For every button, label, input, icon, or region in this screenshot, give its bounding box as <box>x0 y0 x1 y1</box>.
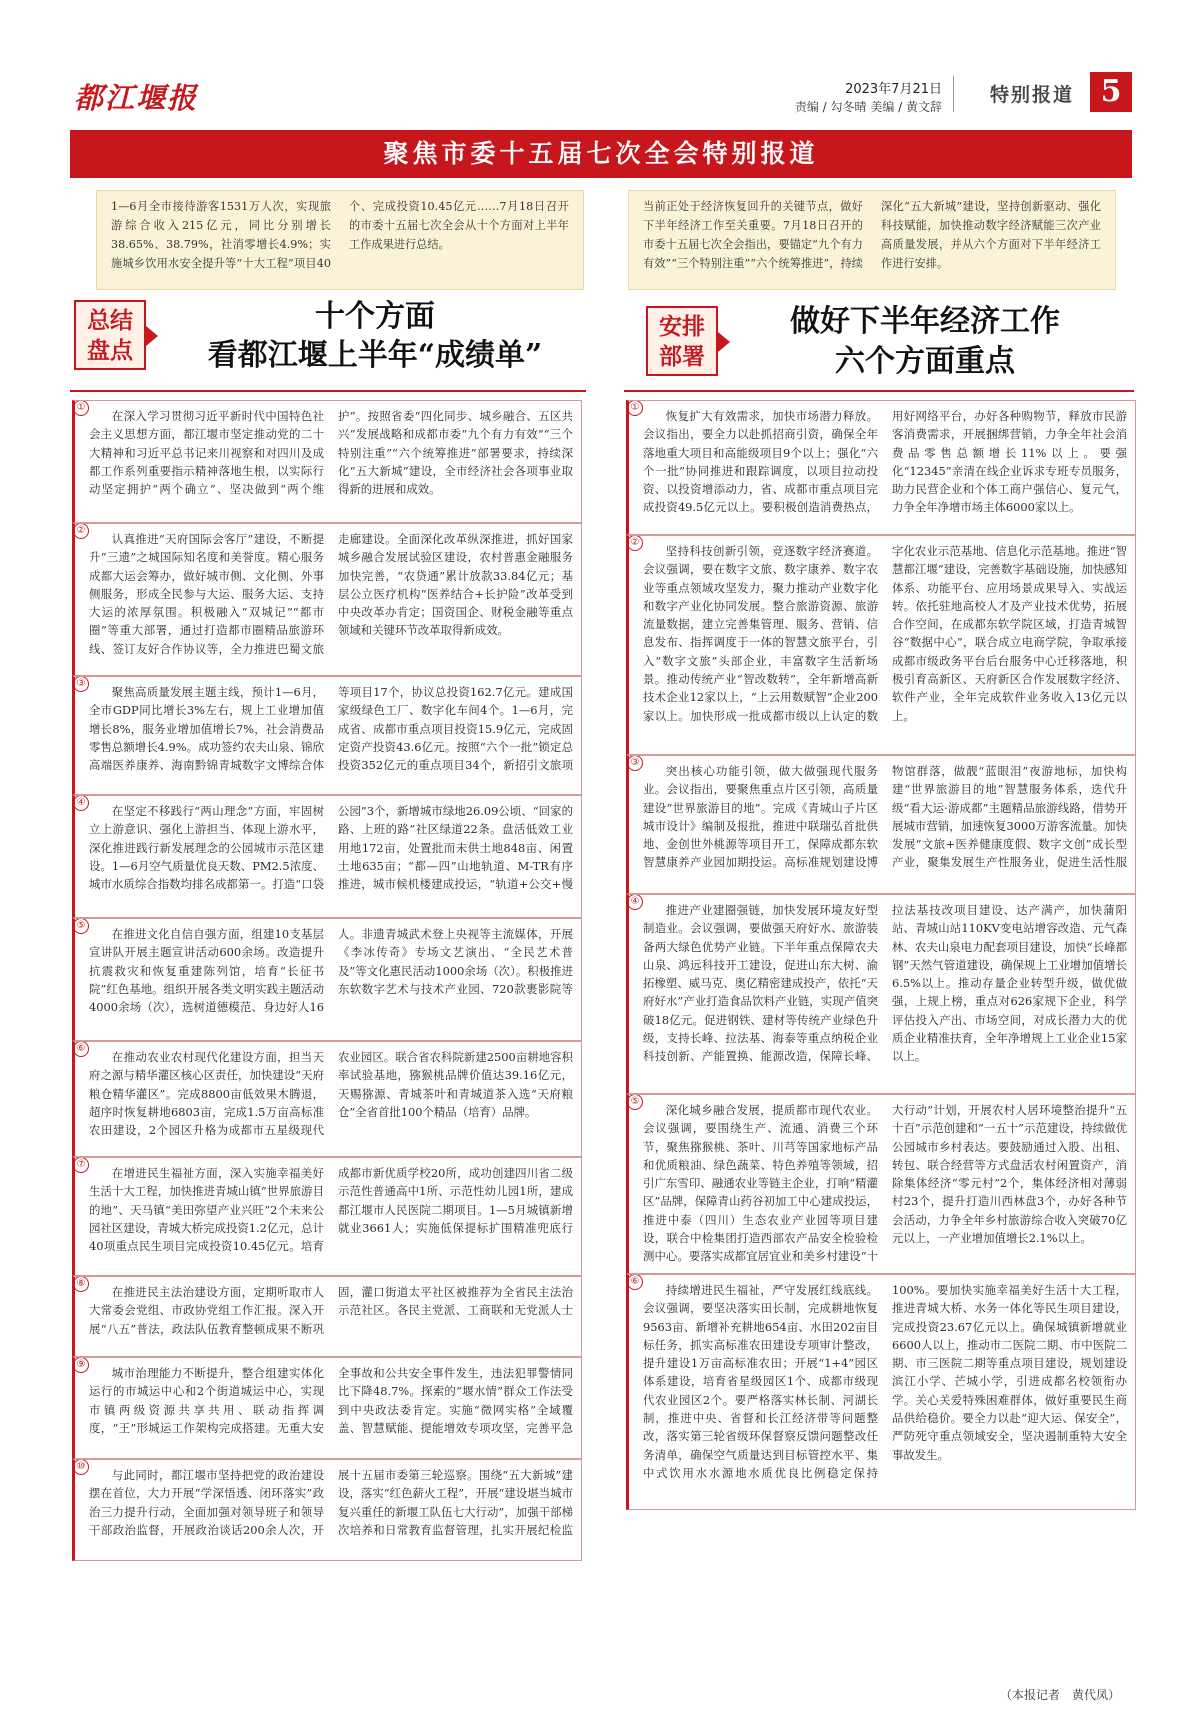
right-article-5 <box>626 1094 1136 1274</box>
left-intro: 1—6月全市接待游客1531万人次，实现旅游综合收入215亿元，同比分别增长38.65%、38.79%，社消零增长4.9%；实施城乡饮用水安全提升等“十大工程”项目40个、完成投资10.45亿元……7月18日召开的市委十五届七次全会从十个方面对上半年工作成果进行总结。 <box>96 190 584 290</box>
left-article-9 <box>72 1357 582 1459</box>
right-article-4 <box>626 894 1136 1094</box>
left-article-7 <box>72 1157 582 1276</box>
item-number-badge: ⑤ <box>627 1094 643 1110</box>
item-number-badge: ⑦ <box>73 1157 89 1173</box>
article-text: 在增进民生福祉方面，深入实施幸福美好生活十大工程，加快推进青城山镇“世界旅游目的地”、天马镇“美田弥望产业兴旺”2个未来公园社区建设，青城大桥完成投资1.2亿元，总计40项重点民生项目完成投资10.45亿元。培育成都市新优质学校20所，成功创建四川省二级示范性普通高中1所、示范性幼儿园1所，建成都江堰市人民医院二期项目。1—5月城镇新增就业3661人；实施低保提标扩围精准兜底行 <box>89 1166 573 1254</box>
item-number-badge: ③ <box>627 755 643 771</box>
right-headline-line-1: 做好下半年经济工作 <box>790 304 1060 339</box>
article-text: 在推进文化自信自强方面，组建10支基层宣讲队开展主题宣讲活动600余场。改造提升抗震救灾和恢复重建陈列馆，培育“长征书院”红色基地。组织开展各类文明实践主题活动4000余场（次），选树道德模范、身边好人16人。非遗青城武术登上央视等主流媒体，开展《李冰传奇》专场文艺演出、“全民艺术普及”等文化惠民活动1000余场（次）。积极推进东软数字艺术与技术产业园、720款裹影院等 <box>89 927 573 1015</box>
section-name: 特别报道 <box>989 84 1074 106</box>
item-number-badge: ⑨ <box>73 1357 89 1373</box>
article-text: 在坚定不移践行“两山理念”方面，牢固树立上游意识、强化上游担当、体现上游水平，深化推进践行新发展理念的公园城市示范区建设。1—6月空气质量优良天数、PM2.5浓度、城市水质综合指数均排名成都第一。打造“口袋公园”3个，新增城市绿地26.09公顷、“回家的路、上班的路”社区绿道22条。盘活低效工业用地172亩，处置批而未供土地848亩、闲置土地635亩；“都—四”山地轨道、M-TR有序推进，城市候机楼建成投运，“轨道+公交+慢 <box>89 804 573 892</box>
left-article-10 <box>72 1459 582 1561</box>
special-report-banner: 聚焦市委十五届七次全会特别报道 <box>70 130 1132 178</box>
item-number-badge: ⑧ <box>73 1276 89 1292</box>
left-article-5 <box>72 918 582 1041</box>
left-article-6 <box>72 1041 582 1157</box>
item-number-badge: ⑥ <box>627 1274 643 1290</box>
right-badge-line-2: 部署 <box>659 343 705 370</box>
editors-line: 责编 / 勾冬晴 美编 / 黄文辞 <box>794 100 942 114</box>
left-article-1 <box>72 400 582 523</box>
article-text: 坚持科技创新引领，竞逐数字经济赛道。会议强调，要在数字文旅、数字康养、数字农业等重点领域攻坚发力，聚力推动产业数字化和数字产业化协同发展。整合旅游资源、旅游流量数据，建立完善集管理、服务、营销、信息发布、指挥调度于一体的智慧文旅平台，引入“数字文旅”头部企业，丰富数字生活新场景。推动传统产业“智改数转”，全年新增高新技术企业12家以上，“上云用数赋智”企业200家以上。加快形成一批成都市级以上认定的数字化农业示范基地、信息化示范基地。推进“智慧都江堰”建设，完善数字基础设施，加快感知体系、功能平台、应用场景成果导入、实战运转。依托驻地高校人才及产业技术优势，拓展合作空间，在成都东软学院区域，打造青城智谷“数据中心”，联合成立电商学院，争取承接成都市级政务平台后台服务中心迁移落地，积极引育高新区、天府新区合作发展数字经济、软件产业，全年完成软件业务收入13亿元以上。 <box>643 544 1127 723</box>
item-number-badge: ⑥ <box>73 1041 89 1057</box>
left-headline-line-1: 十个方面 <box>315 299 435 334</box>
left-article-8 <box>72 1276 582 1357</box>
article-text: 在推进民主法治建设方面，定期听取市人大常委会党组、市政协党组工作汇报。深入开展“八五”普法，政法队伍教育整顿成果不断巩固，灌口街道太平社区被推荐为全省民主法治示范社区。各民主党派、工商联和无党派人士 <box>89 1285 573 1336</box>
masthead <box>70 72 1132 120</box>
item-number-badge: ② <box>73 523 89 539</box>
left-badge-line-2: 盘点 <box>87 337 133 364</box>
left-article-4 <box>72 795 582 918</box>
issue-date: 2023年7月21日 <box>845 82 942 97</box>
left-badge-line-1: 总结 <box>87 307 133 334</box>
item-number-badge: ③ <box>73 676 89 692</box>
right-rule <box>624 390 1134 392</box>
article-text: 推进产业建圈强链，加快发展环境友好型制造业。会议强调，要做强天府好水、旅游装备两大绿色优势产业链。下半年重点保障农夫山泉、鸿远科技开工建设，促进山东大树、渝拓橡塑、威马克、奥亿精密建成投产，依托“天府好水”产业打造食品饮料产业链，实现产值突破18亿元。促进钢铁、建材等传统产业绿色升级，支持长峰、拉法基、海泰等重点纳税企业科技创新、产能置换、能源改造，保障长峰、拉法基技改项目建设、达产满产，加快蒲阳站、青城山站110KV变电站增容改造、元气森林、农夫山泉电力配套项目建设，加快“长峰都钢”天然气管道建设，确保规上工业增加值增长6.5%以上。推动存量企业转型升级，做优做强，上规上榜，重点对626家规下企业，科学评估投入产出、市场空间，对成长潜力大的优质企业精准扶育，全年净增规上工业企业15家以上。 <box>643 903 1127 1064</box>
left-headline <box>160 298 590 376</box>
right-badge-line-1: 安排 <box>659 313 705 340</box>
left-headline-line-2: 看都江堰上半年“成绩单” <box>207 338 543 373</box>
left-article-2 <box>72 523 582 676</box>
article-text: 与此同时，都江堰市坚持把党的政治建设摆在首位，大力开展“学深悟透、闭环落实”政治三力提升行动，全面加强对领导班子和领导干部政治监督，开展政治谈话200余人次，开展十五届市委第三轮巡察。围绕“五大新城”建设，落实“红色薪火工程”，开展“建设堪当城市复兴重任的新堰工队伍七大行动”，加强干部梯次培养和日常教育监督管理，扎实开展纪检监 <box>89 1468 573 1537</box>
article-text: 在推动农业农村现代化建设方面，担当天府之源与精华灌区核心区责任，加快建设“天府粮仓精华灌区”。完成8800亩低效果木腾退，超序时恢复耕地6803亩，完成1.5万亩高标准农田建设，2个园区升格为成都市五星级现代农业园区。联合省农科院新建2500亩耕地容积率试验基地，猕猴桃品牌价值达39.16亿元，天赐猕源、青城茶叶和青城道茶入选“天府粮仓”全省首批100个精品（培育）品牌。 <box>89 1050 573 1138</box>
newspaper-logo: 都江堰报 <box>74 81 199 115</box>
article-text: 聚焦高质量发展主题主线，预计1—6月，全市GDP同比增长3%左右，规上工业增加值增长8%，服务业增加值增长7%，社会消费品零售总额增长4.9%。成功签约农夫山泉、锦欣高端医养康养、海南黔锦青城数字文博综合体等项目17个，协议总投资162.7亿元。建成国家级绿色工厂、数字化车间4个。1—6月，完成省、成都市重点项目投资15.9亿元，完成固定资产投资43.6亿元。按照“六个一批”锁定总投资352亿元的重点项目34个，新招引文旅项 <box>89 685 573 773</box>
item-number-badge: ⑤ <box>73 918 89 934</box>
right-article-1 <box>626 400 1136 535</box>
right-column <box>626 400 1136 1510</box>
right-article-6 <box>626 1274 1136 1510</box>
masthead-divider <box>953 76 954 112</box>
right-badge <box>646 306 718 376</box>
item-number-badge: ① <box>627 400 643 416</box>
right-headline <box>735 302 1115 382</box>
article-text: 恢复扩大有效需求，加快市场潜力释放。会议指出，要全力以赴抓招商引资，确保全年落地重大项目和高能级项目9个以上；强化“六个一批”协同推进和跟踪调度，以项目拉动投资、以投资增添动力，省、成都市重点项目完成投资49.5亿元以上。要积极创造消费热点，用好网络平台，办好各种购物节，释放市民游客消费需求，开展捆绑营销，力争全年社会消费品零售总额增长11%以上。要强化“12345”亲清在线企业诉求专班专员服务，助力民营企业和个体工商户强信心、复元气，力争全年净增市场主体6000家以上。 <box>643 409 1127 515</box>
item-number-badge: ④ <box>627 894 643 910</box>
page-number: 5 <box>1090 72 1132 112</box>
left-article-3 <box>72 676 582 795</box>
byline: （本报记者 黄代凤） <box>1000 1688 1121 1702</box>
right-article-3 <box>626 755 1136 894</box>
article-text: 持续增进民生福祉，严守发展红线底线。会议强调，要坚决落实田长制，完成耕地恢复9563亩、新增补充耕地654亩、水田202亩目标任务，抓实高标准农田建设专项审计整改，提升建设1万亩高标准农田；开展“1+4”园区体系建设，培育省星级园区1个、成都市级现代农业园区2个。要严格落实林长制、河湖长制，推进中央、省督和长江经济带等问题整改，落实第三轮省级环保督察反馈问题整改任务清单，确保空气质量达到目标管控水平、集中式饮用水水源地水质优良比例稳定保持100%。要加快实施幸福美好生活十大工程，推进青城大桥、水务一体化等民生项目建设，完成投资23.67亿元以上。确保城镇新增就业6600人以上，推动市二医院二期、市中医院二期、市三医院二期等重点项目建设，规划建设滨江小学、芒城小学，引进成都名校领衔办学。关心关爱特殊困难群体，做好重要民生商品供给稳价。要全力以赴“迎大运、保安全”，严防死守重点领域安全，坚决遏制重特大安全事故发生。 <box>643 1283 1127 1480</box>
item-number-badge: ① <box>73 400 89 416</box>
item-number-badge: ② <box>627 535 643 551</box>
article-text: 深化城乡融合发展，提质都市现代农业。会议强调，要围绕生产、流通、消费三个环节，聚焦猕猴桃、茶叶、川芎等国家地标产品和优质粮油、绿色蔬菜、特色养殖等领域，招引广东雪印、融通农业等链主企业，打响“精灌区”品牌，保障青山药谷初加工中心建成投运，推进中泰（四川）生态农业产业园等项目建设，联合中检集团打造西部农产品安全检验检测中心。要落实成都宜居宜业和美乡村建设“十大行动”计划，开展农村人居环境整治提升“五十百”示范创建和“一五十”示范建设，持续做优公园城市乡村表达。要鼓励通过入股、出租、转包、联合经营等方式盘活农村闲置资产，消除集体经济“零元村”2个，集体经济相对薄弱村23个，提升打造川西林盘3个，办好各种节会活动，力争全年乡村旅游综合收入突破70亿元以上，一产业增加值增长2.1%以上。 <box>643 1103 1127 1264</box>
article-text: 在深入学习贯彻习近平新时代中国特色社会主义思想方面，都江堰市坚定推动党的二十大精神和习近平总书记来川视察和对四川及成都工作系列重要指示精神落地生根，以实际行动坚定拥护“两个确立”、坚决做到“两个维护”。按照省委“四化同步、城乡融合、五区共兴”发展战略和成都市委“九个有力有效”“三个特别注重”“六个统筹推进”部署要求，持续深化“五大新城”建设，全市经济社会各项事业取得新的进展和成效。 <box>89 409 573 497</box>
left-column <box>72 400 582 1561</box>
left-badge <box>74 300 146 370</box>
right-article-2 <box>626 535 1136 755</box>
right-headline-line-2: 六个方面重点 <box>835 344 1015 379</box>
item-number-badge: ④ <box>73 795 89 811</box>
article-text: 突出核心功能引领，做大做强现代服务业。会议指出，要聚焦重点片区引领，高质量建设“世界旅游目的地”。完成《青城山子片区城市设计》编制及报批，推进中联瑞弘首批供地、金创世外桃源等项目开工，保障成都东软智慧康养产业园加期投运。高标准规划建设博物馆群落，做靓“蓝眼泪”夜游地标，加快构建“世界旅游目的地”智慧服务体系，迭代升级“看大运·游成都”主题精品旅游线路，借势开展城市营销，加速恢复3000万游客流量。加快发展“文旅+医养健康度假、数字文创”成长型产业，聚集发展生产性服务业，促进生活性服 <box>643 764 1127 870</box>
left-rule <box>70 390 586 392</box>
article-text: 认真推进“天府国际会客厅”建设，不断提升“三遗”之城国际知名度和美誉度。精心服务成都大运会筹办，做好城市侧、文化侧、外事侧服务，形成全民参与大运、服务大运、支持大运的浓厚氛围。积极融入“双城记”“都市圈”等重大部署，通过打造都市圈精品旅游环线、签订友好合作协议等，全力推进巴蜀文旅走廊建设。全面深化改革纵深推进，抓好国家城乡融合发展试验区建设，农村普惠金融服务加快完善，“农贷通”累计放款33.84亿元；基层公立医疗机构“医养结合+长护险”改革受到中央改革办肯定；国资国企、财税金融等重点领域和关键环节改革取得新成效。 <box>89 532 573 656</box>
article-text: 城市治理能力不断提升，整合组建实体化运行的市城运中心和2个街道城运中心，实现市镇两级资源共享共用、联动指挥调度，“王”形城运工作架构完成搭建。无重大安全事故和公共安全事件发生，违法犯罪警情同比下降48.7%。探索的“堰水情”群众工作法受到中央政法委肯定。实施“微网实格”全域覆盖、智慧赋能、提能增效专项攻坚，完善平急 <box>89 1366 573 1435</box>
right-intro: 当前正处于经济恢复回升的关键节点，做好下半年经济工作至关重要。7月18日召开的市委十五届七次全会指出，要锚定“九个有力有效”“三个特别注重”“六个统筹推进”，持续深化“五大新城”建设，坚持创新驱动、强化科技赋能，加快推动数字经济赋能三次产业高质量发展，并从六个方面对下半年经济工作进行安排。 <box>628 190 1116 290</box>
item-number-badge: ⑩ <box>73 1459 89 1475</box>
